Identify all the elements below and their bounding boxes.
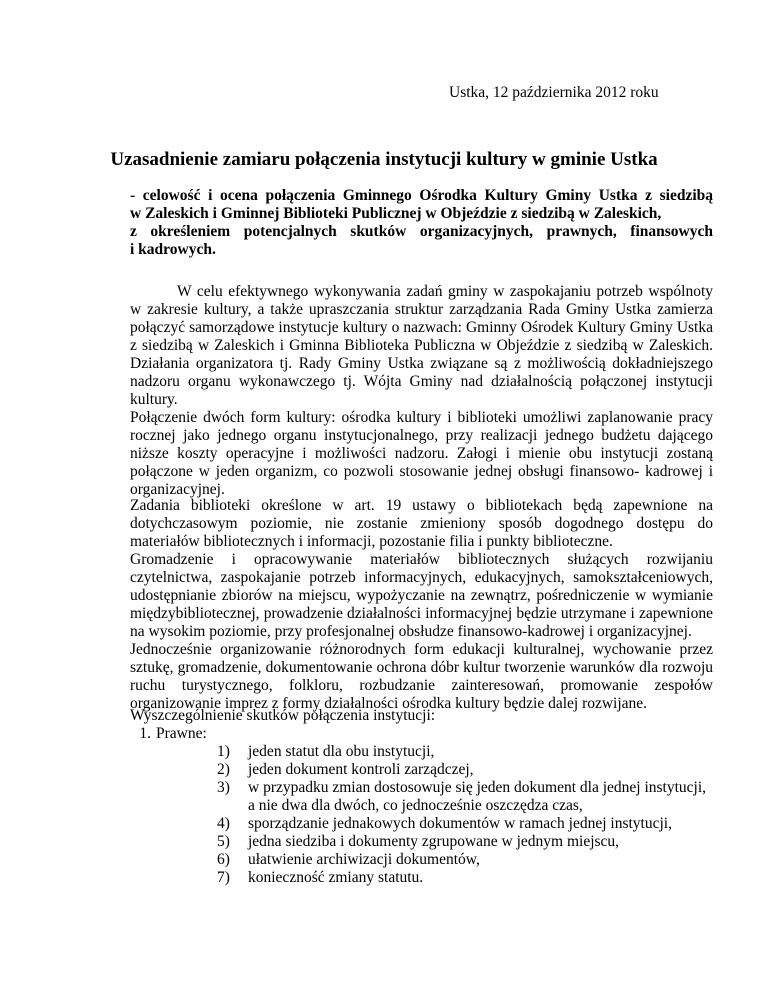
list-item	[130, 743, 713, 761]
item-text: jedna siedziba i dokumenty zgrupowane w jednym miejscu,	[248, 833, 620, 850]
paragraph-tasks-part-1: Zadania biblioteki określone w art. 19 ustawy o bibliotekach będą zapewnione na dotychczasowym poziomie, nie zostanie zmieniony sposób dogodnego dostępu do materiałów bibliotecznych i informacji, pozostanie filia i punkty biblioteczne.	[130, 497, 713, 550]
list-item	[130, 869, 713, 887]
subtitle-line-3: z określeniem potencjalnych skutków organizacyjnych, prawnych, finansowych	[130, 223, 713, 240]
document-title: Uzasadnienie zamiaru połączenia instytucji kultury w gminie Ustka	[110, 149, 658, 170]
paragraph-purpose	[130, 283, 713, 499]
effects-intro: Wyszczególnienie skutków połączenia instytucji:	[130, 707, 436, 724]
list-item	[130, 815, 713, 833]
document-subtitle	[130, 187, 713, 259]
list-item	[130, 851, 713, 869]
effects-list	[130, 707, 713, 887]
date-line: Ustka, 12 października 2012 roku	[449, 84, 659, 101]
subtitle-line-2: w Zaleskich i Gminnej Biblioteki Publicznej w Objeździe z siedzibą w Zaleskich,	[130, 205, 662, 222]
item-number: 1)	[217, 743, 230, 760]
item-text: jeden dokument kontroli zarządczej,	[248, 761, 474, 778]
item-number: 3)	[217, 779, 230, 796]
section-label: Prawne:	[156, 725, 207, 742]
item-text: w przypadku zmian dostosowuje się jeden dokument dla jednej instytucji, a nie dwa dla dwóch, co jednocześnie oszczędza czas,	[248, 779, 707, 814]
paragraph-tasks-part-2: Gromadzenie i opracowywanie materiałów bibliotecznych służących rozwijaniu czytelnictwa, zaspokajanie potrzeb informacyjnych, edukacyjnych, samokształceniowych, udostępnianie zbiorów na miejscu, wypożyczanie na zewnątrz, pośredniczenie w wymianie międzybibliotecznej, prowadzenie działalności informacyjnej będzie utrzymane i zapewnione na wysokim poziomie, przy profesjonalnej obsłudze finansowo-kadrowej i organizacyjnej.	[130, 551, 713, 640]
item-number: 4)	[217, 815, 230, 832]
item-text: jeden statut dla obu instytucji,	[248, 743, 435, 760]
list-item	[130, 761, 713, 779]
subtitle-line-4: i kadrowych.	[130, 241, 216, 258]
item-number: 7)	[217, 869, 230, 886]
item-number: 6)	[217, 851, 230, 868]
item-number: 5)	[217, 833, 230, 850]
section-number: 1.	[139, 725, 151, 742]
paragraph-tasks	[130, 497, 713, 713]
item-number: 2)	[217, 761, 230, 778]
paragraph-purpose-part-2: Połączenie dwóch form kultury: ośrodka kultury i biblioteki umożliwi zaplanowanie pracy rocznej jako jednego organu instytucjonalnego, przy realizacji jednego budżetu dającego niższe koszty operacyjne i możliwości nadzoru. Załogi i mienie obu instytucji zostaną połączone w jeden organizm, co pozwoli stosowanie jednej obsługi finansowo- kadrowej i organizacyjnej.	[130, 409, 713, 498]
paragraph-tasks-part-3: Jednocześnie organizowanie różnorodnych form edukacji kulturalnej, wychowanie przez sztukę, gromadzenie, dokumentowanie ochrona dóbr kultur tworzenie warunków dla rozwoju ruchu turystycznego, folkloru, rozbudzanie zainteresowań, promowanie zespołów organizowanie imprez z formy działalności ośrodka kultury będzie dalej rozwijane.	[130, 641, 713, 712]
subtitle-line-1: - celowość i ocena połączenia Gminnego Ośrodka Kultury Gminy Ustka z siedzibą	[130, 187, 713, 204]
paragraph-purpose-part-1: W celu efektywnego wykonywania zadań gminy w zaspokajaniu potrzeb wspólnoty w zakresie kultury, a także upraszczania struktur zarządzania Rada Gminy Ustka zamierza połączyć samorządowe instytucje kultury o nazwach: Gminny Ośrodek Kultury Gminy Ustka z siedzibą w Zaleskich i Gminna Biblioteka Publiczna w Objeździe z siedzibą w Zaleskich. Działania organizatora tj. Rady Gminy Ustka związane są z możliwością dokładniejszego nadzoru organu wykonawczego tj. Wójta Gminy nad działalnością połączonej instytucji kultury.	[130, 283, 713, 408]
list-item	[130, 779, 713, 815]
item-text: ułatwienie archiwizacji dokumentów,	[248, 851, 480, 868]
item-text: konieczność zmiany statutu.	[248, 869, 424, 886]
item-text: sporządzanie jednakowych dokumentów w ramach jednej instytucji,	[248, 815, 672, 832]
list-item	[130, 833, 713, 851]
effects-section-legal	[130, 725, 713, 743]
legal-effects-items	[130, 743, 713, 887]
